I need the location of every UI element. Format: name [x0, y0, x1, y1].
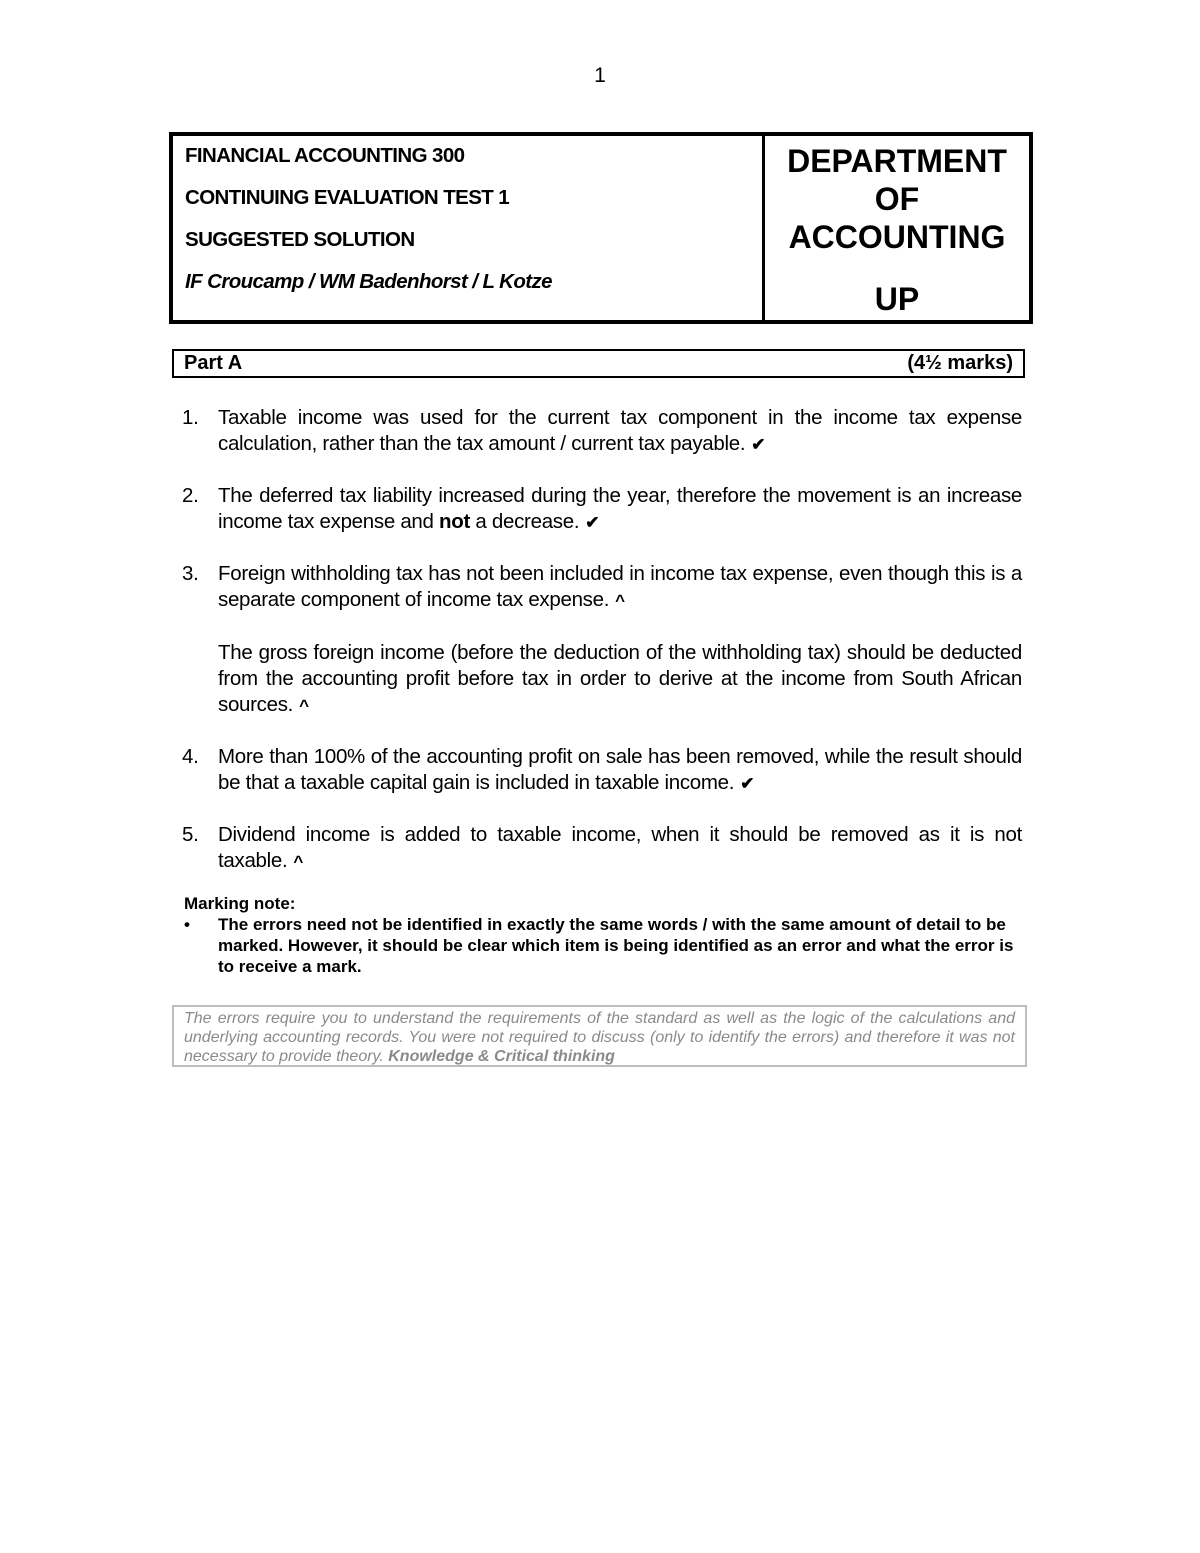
part-marks: (4½ marks)	[907, 352, 1013, 374]
test-title: CONTINUING EVALUATION TEST 1	[185, 186, 510, 209]
item-text: Dividend income is added to taxable income, when it should be removed as it is not taxable.	[218, 823, 1022, 872]
item-number: 3.	[182, 562, 199, 585]
item-text: More than 100% of the accounting profit on sale has been removed, while the result should be that a taxable capital gain is included in taxable income.	[218, 745, 1022, 794]
item-number: 1.	[182, 406, 199, 429]
half-mark-icon: ^	[293, 852, 304, 871]
item-text-end: a decrease.	[470, 510, 580, 533]
item-number: 2.	[182, 484, 199, 507]
item-number: 4.	[182, 745, 199, 768]
answer-list	[182, 405, 1022, 900]
page-number: 1	[594, 64, 606, 87]
list-item	[182, 744, 1022, 797]
half-mark-icon: ^	[615, 591, 625, 610]
item-text: The deferred tax liability increased during the year, therefore the movement is an increase income tax expense and	[218, 484, 1022, 533]
course-info	[173, 136, 765, 320]
check-mark-icon: ✔	[751, 435, 766, 454]
part-heading	[172, 349, 1025, 378]
document-header	[169, 132, 1033, 324]
institution: UP	[874, 281, 920, 317]
list-item	[182, 483, 1022, 536]
item-text: The gross foreign income (before the deduction of the withholding tax) should be deducted from the accounting profit before tax in order to derive at the income from South African sources.	[218, 641, 1022, 716]
course-title: FINANCIAL ACCOUNTING 300	[185, 144, 465, 167]
department-block	[765, 136, 1029, 320]
item-text: Taxable income was used for the current tax component in the income tax expense calculation, rather than the tax amount / current tax payable.	[218, 406, 1022, 455]
marking-note-title: Marking note:	[184, 894, 296, 913]
list-item	[182, 405, 1022, 458]
solution-label: SUGGESTED SOLUTION	[185, 228, 415, 251]
bullet-icon: •	[184, 915, 190, 934]
check-mark-icon: ✔	[740, 774, 755, 793]
part-title: Part A	[184, 352, 243, 374]
half-mark-icon: ^	[299, 696, 309, 715]
marking-note-text: The errors need not be identified in exactly the same words / with the same amount of detail to be marked. However, it should be clear which item is being identified as an error and what the error is to receive a mark.	[218, 915, 1014, 976]
authors: IF Croucamp / WM Badenhorst / L Kotze	[185, 270, 552, 293]
comment-box	[172, 1005, 1027, 1067]
item-text: Foreign withholding tax has not been included in income tax expense, even though this is a separate component of income tax expense.	[218, 562, 1022, 611]
list-item	[182, 561, 1022, 719]
item-emphasis: not	[439, 510, 471, 533]
department-line-3: ACCOUNTING	[788, 219, 1006, 255]
item-number: 5.	[182, 823, 199, 846]
marking-note	[184, 893, 1020, 977]
list-item	[182, 822, 1022, 875]
department-line-2: OF	[874, 181, 920, 217]
check-mark-icon: ✔	[585, 513, 600, 532]
department-line-1: DEPARTMENT	[787, 143, 1007, 179]
comment-text: The errors require you to understand the requirements of the standard as well as the logic of the calculations and underlying accounting records. You were not required to discuss (only to identify the errors) and therefore it was not necessary to provide theory.	[184, 1010, 1015, 1065]
skills-label: Knowledge & Critical thinking	[388, 1048, 615, 1065]
